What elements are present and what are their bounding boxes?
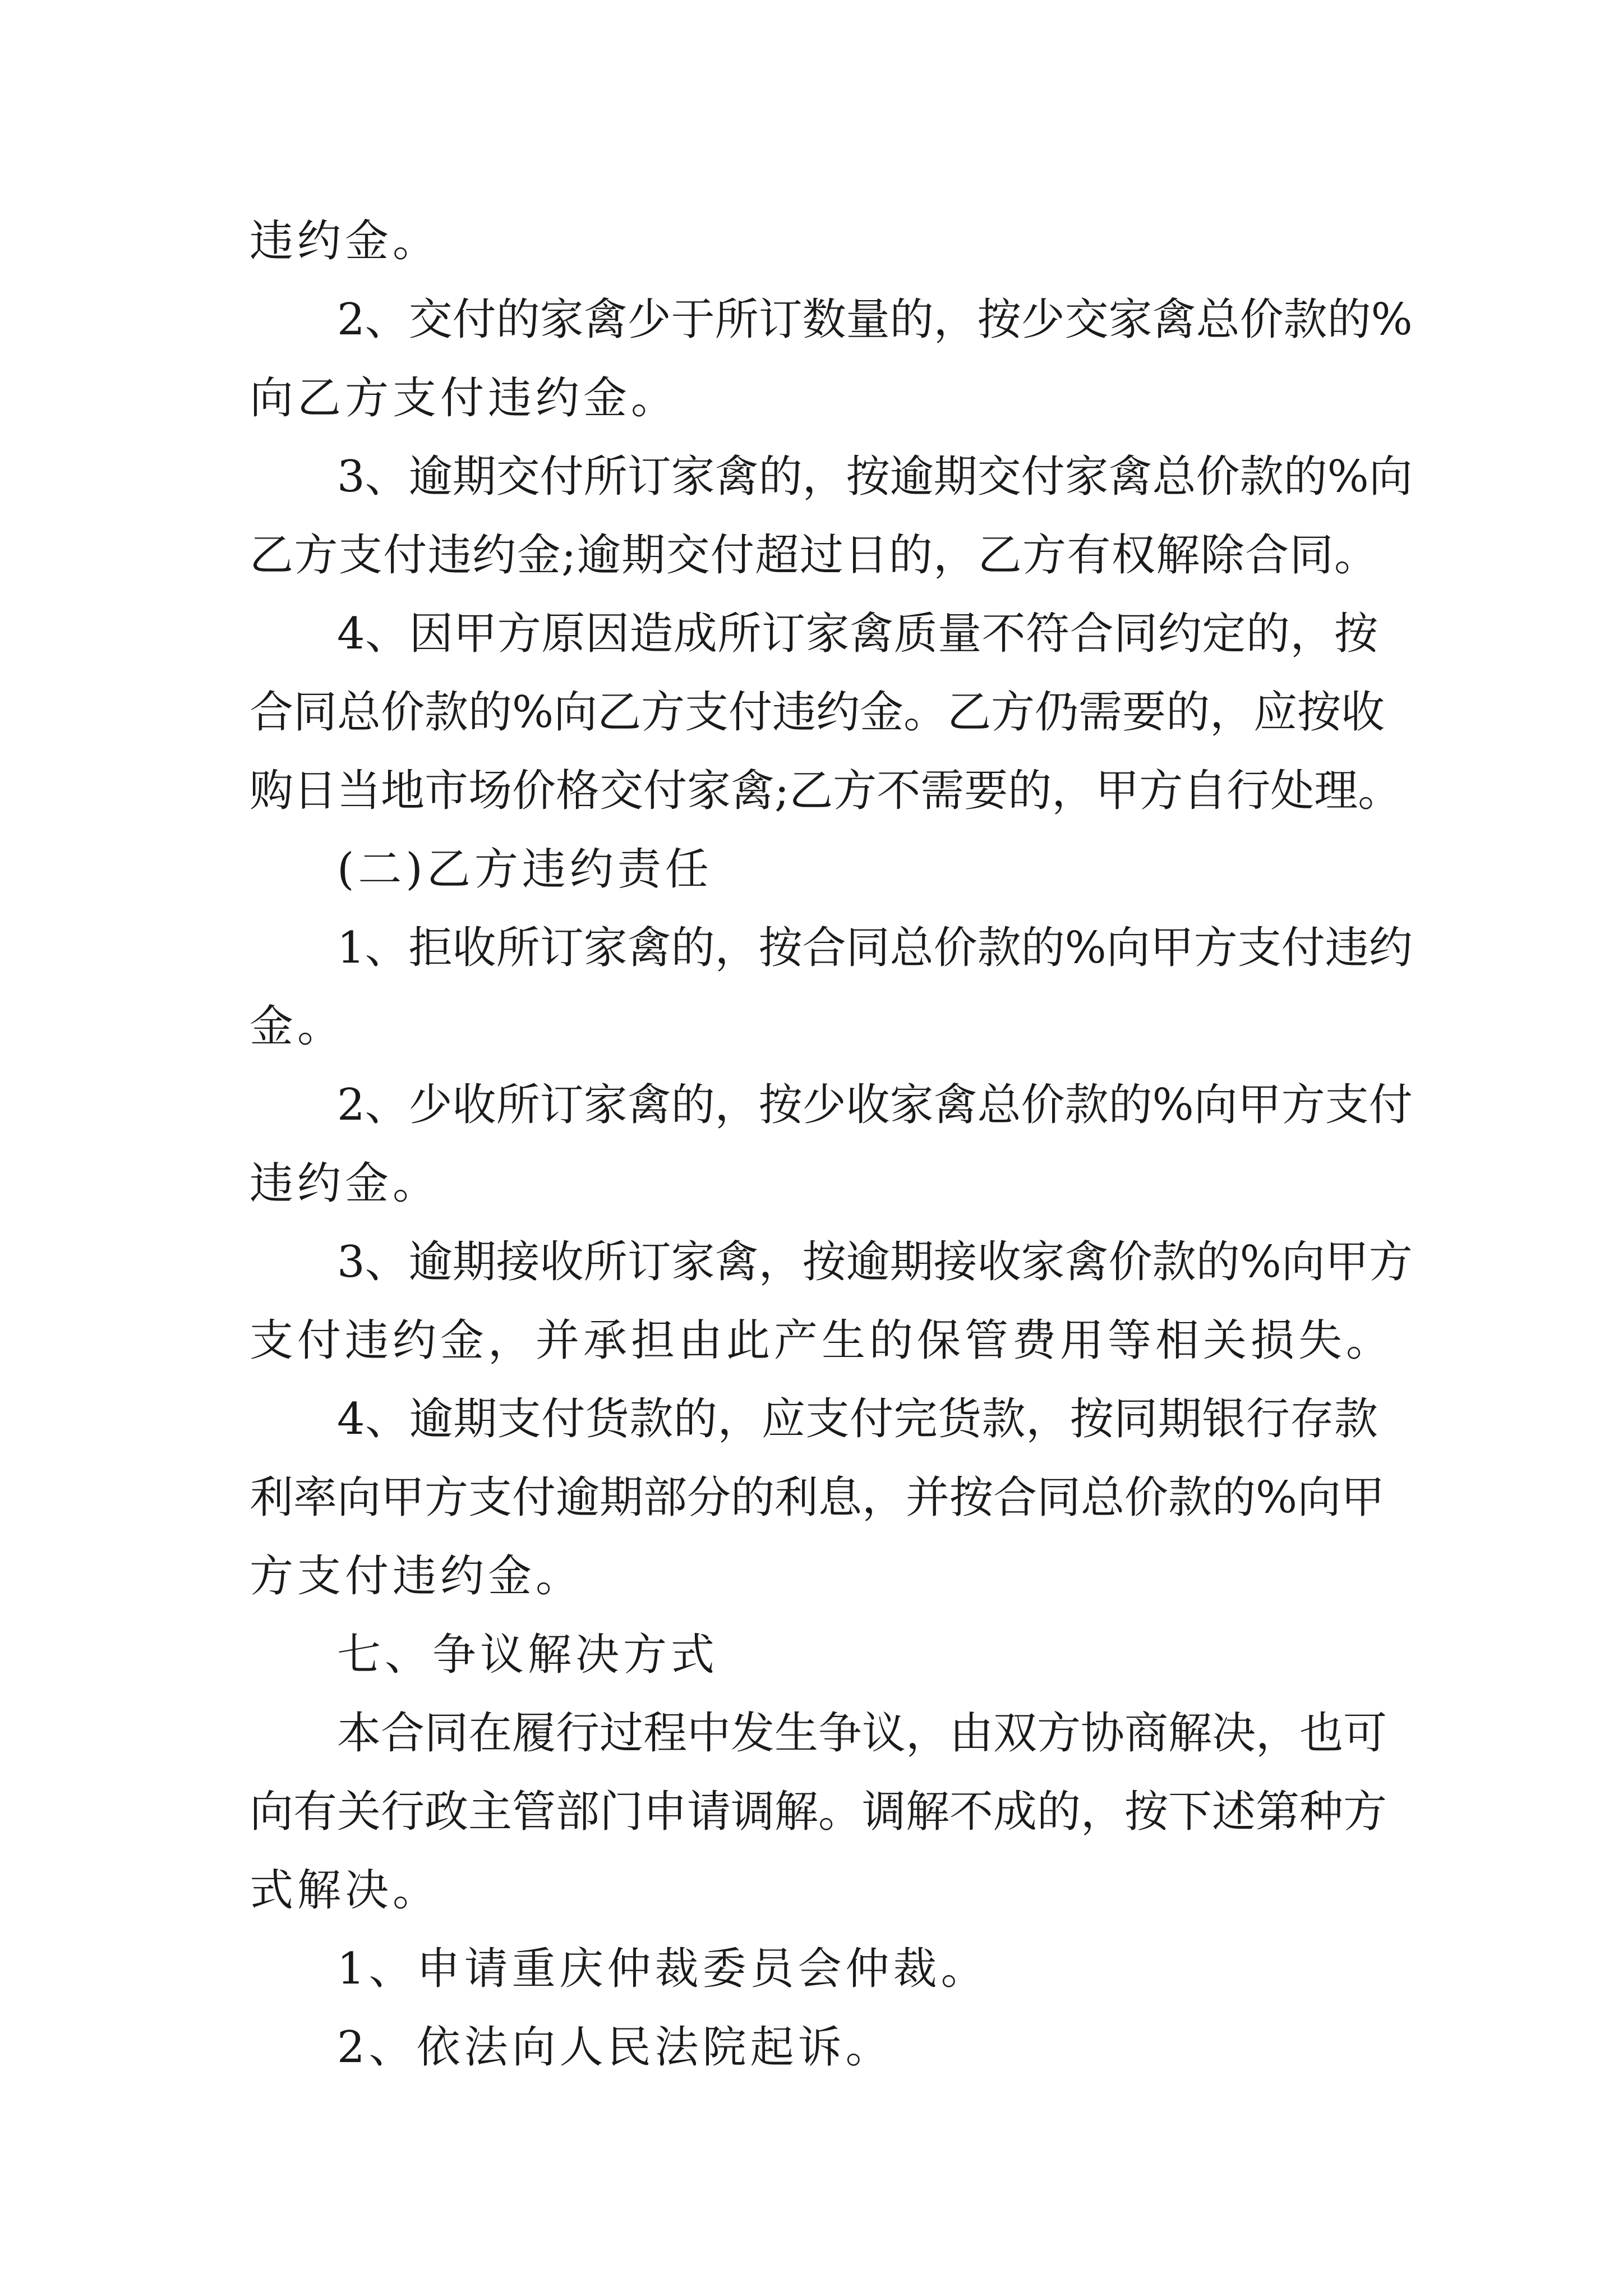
text-line: 式解决。 bbox=[250, 1865, 441, 1916]
text-line: 本合同在履行过程中发生争议，由双方协商解决，也可 bbox=[337, 1708, 1387, 1759]
text-line: 支付违约金，并承担由此产生的保管费用等相关损失。 bbox=[250, 1315, 1394, 1366]
text-line: 2、交付的家禽少于所订数量的，按少交家禽总价款的% bbox=[337, 295, 1413, 345]
text-line: 4、逾期支付货款的，应支付完货款，按同期银行存款 bbox=[337, 1394, 1378, 1444]
section-heading: (二)乙方违约责任 bbox=[337, 844, 713, 895]
text-line: 违约金。 bbox=[250, 216, 441, 266]
text-line: 1、申请重庆仲裁委员会仲裁。 bbox=[337, 1944, 989, 1994]
text-line: 合同总价款的%向乙方支付违约金。乙方仍需要的，应按收 bbox=[250, 687, 1385, 738]
text-line: 2、依法向人民法院起诉。 bbox=[337, 2022, 893, 2073]
section-heading: 七、争议解决方式 bbox=[337, 1630, 719, 1680]
text-line: 金。 bbox=[250, 1001, 345, 1052]
text-line: 4、因甲方原因造成所订家禽质量不符合同约定的，按 bbox=[337, 609, 1378, 659]
text-line: 购日当地市场价格交付家禽;乙方不需要的，甲方自行处理。 bbox=[250, 766, 1402, 816]
text-line: 2、少收所订家禽的，按少收家禽总价款的%向甲方支付 bbox=[337, 1080, 1413, 1130]
text-line: 3、逾期接收所订家禽，按逾期接收家禽价款的%向甲方 bbox=[337, 1237, 1413, 1287]
text-line: 违约金。 bbox=[250, 1158, 441, 1209]
text-line: 3、逾期交付所订家禽的，按逾期交付家禽总价款的%向 bbox=[337, 452, 1413, 502]
text-line: 向有关行政主管部门申请调解。调解不成的，按下述第种方 bbox=[250, 1787, 1387, 1837]
text-line: 乙方支付违约金;逾期交付超过日的，乙方有权解除合同。 bbox=[250, 530, 1378, 581]
text-line: 利率向甲方支付逾期部分的利息，并按合同总价款的%向甲 bbox=[250, 1473, 1385, 1523]
text-line: 向乙方支付违约金。 bbox=[250, 373, 679, 424]
text-line: 方支付违约金。 bbox=[250, 1551, 584, 1602]
text-line: 1、拒收所订家禽的，按合同总价款的%向甲方支付违约 bbox=[337, 923, 1413, 973]
